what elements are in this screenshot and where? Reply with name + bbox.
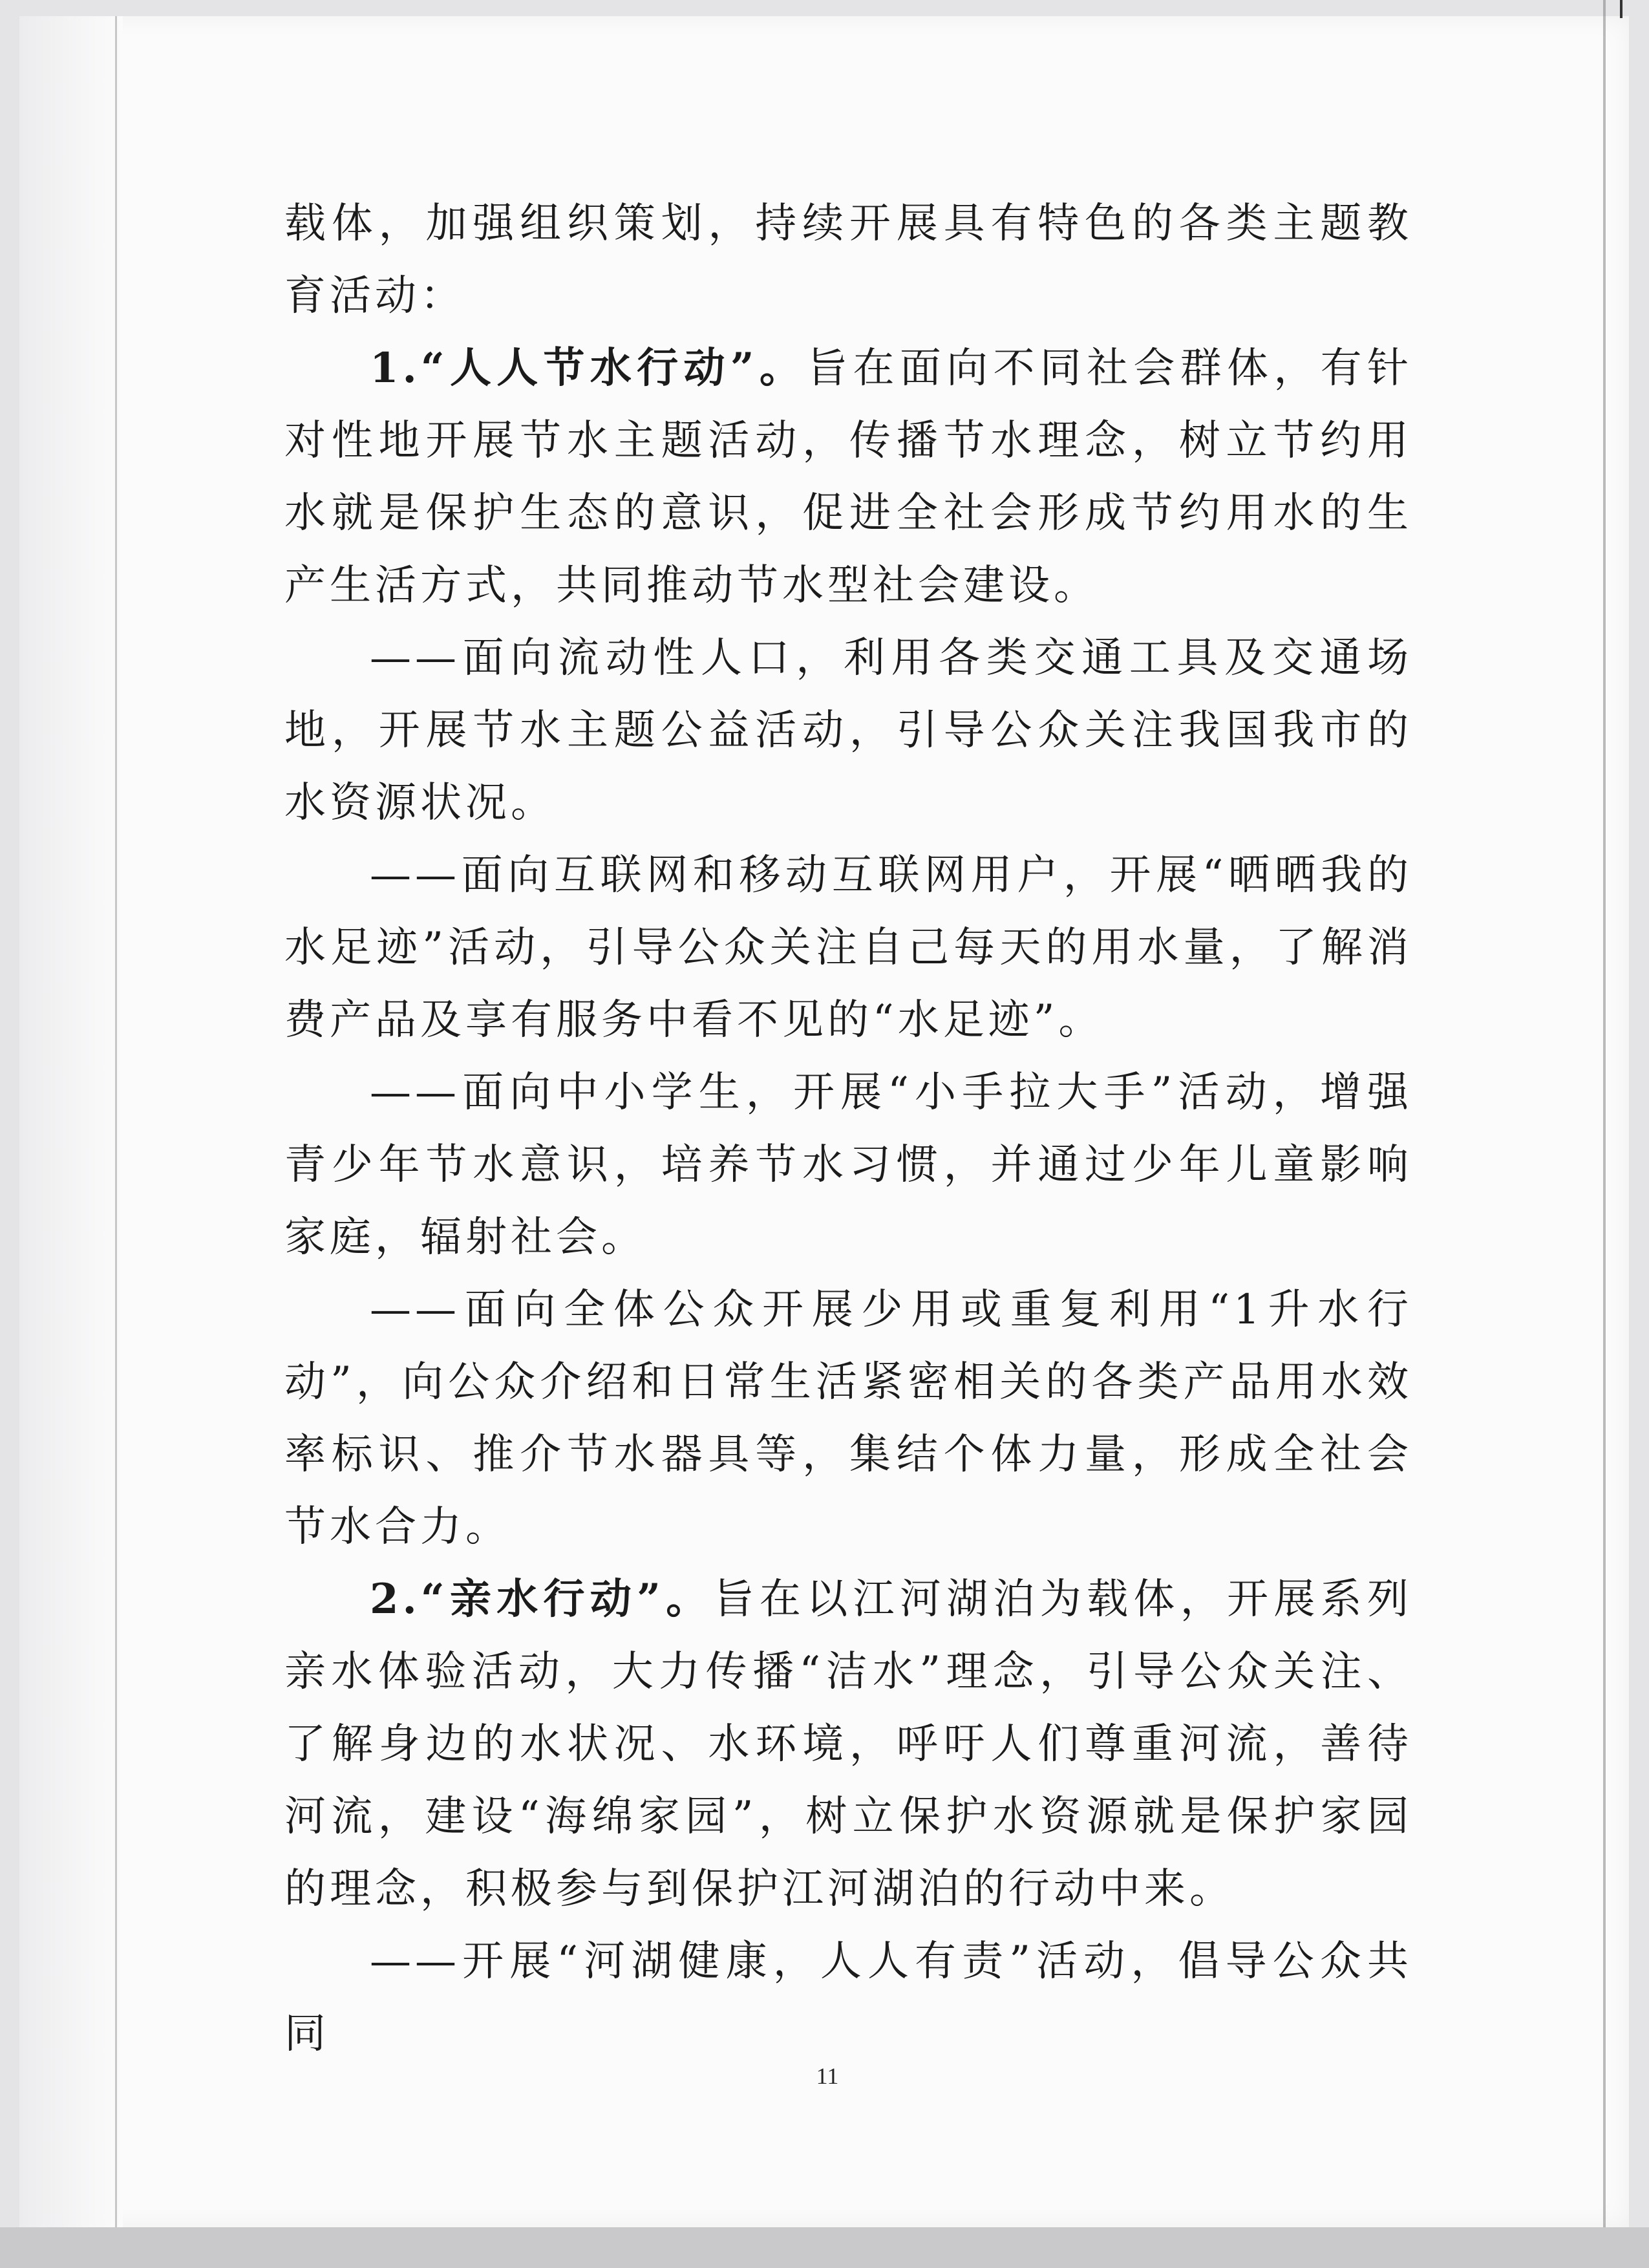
paragraph-text: ——开展“河湖健康，人人有责”活动，倡导公众共同 [284, 1938, 1412, 2058]
page-number: 11 [816, 2063, 839, 2089]
document-body [284, 187, 1412, 2070]
paragraph-item-2 [284, 1563, 1412, 1925]
paragraph-bullet [284, 1274, 1412, 1563]
paragraph-bullet [284, 622, 1412, 839]
paragraph-intro [284, 187, 1412, 332]
paragraph-text: 旨在面向不同社会群体，有针对性地开展节水主题活动，传播节水理念，树立节约用水就是保护生态的意识，促进全社会形成节约用水的生产生活方式，共同推动节水型社会建设。 [284, 345, 1412, 610]
paragraph-text: ——面向中小学生，开展“小手拉大手”活动，增强青少年节水意识，培养节水习惯，并通过少年儿童影响家庭，辐射社会。 [284, 1069, 1412, 1261]
binding-margin [19, 16, 123, 2227]
page-edge [1603, 0, 1606, 2268]
scan-bottom-shadow [0, 2227, 1649, 2268]
item-heading: 1.“人人节水行动”。 [370, 344, 807, 392]
paragraph-text: ——面向互联网和移动互联网用户，开展“晒晒我的水足迹”活动，引导公众关注自己每天的用水量，了解消费产品及享有服务中看不见的“水足迹”。 [284, 851, 1412, 1044]
paragraph-item-1 [284, 332, 1412, 622]
item-heading: 2.“亲水行动”。 [370, 1575, 713, 1623]
binding-line [115, 16, 117, 2227]
paragraph-text: 旨在以江河湖泊为载体，开展系列亲水体验活动，大力传播“洁水”理念，引导公众关注、了解身边的水状况、水环境，呼吁人们尊重河流，善待河流，建设“海绵家园”，树立保护水资源就是保护家园的理念，积极参与到保护江河湖泊的行动中来。 [284, 1576, 1412, 1913]
paragraph-bullet [284, 1056, 1412, 1274]
paragraph-bullet [284, 839, 1412, 1056]
scan-edge-mark [1620, 0, 1622, 18]
paragraph-text: 载体，加强组织策划，持续开展具有特色的各类主题教育活动： [284, 200, 1412, 320]
paragraph-text: ——面向流动性人口，利用各类交通工具及交通场地，开展节水主题公益活动，引导公众关注我国我市的水资源状况。 [284, 634, 1412, 827]
paragraph-bullet [284, 1925, 1412, 2070]
paragraph-text: ——面向全体公众开展少用或重复利用“1升水行动”，向公众介绍和日常生活紧密相关的各类产品用水效率标识、推介节水器具等，集结个体力量，形成全社会节水合力。 [284, 1286, 1412, 1551]
